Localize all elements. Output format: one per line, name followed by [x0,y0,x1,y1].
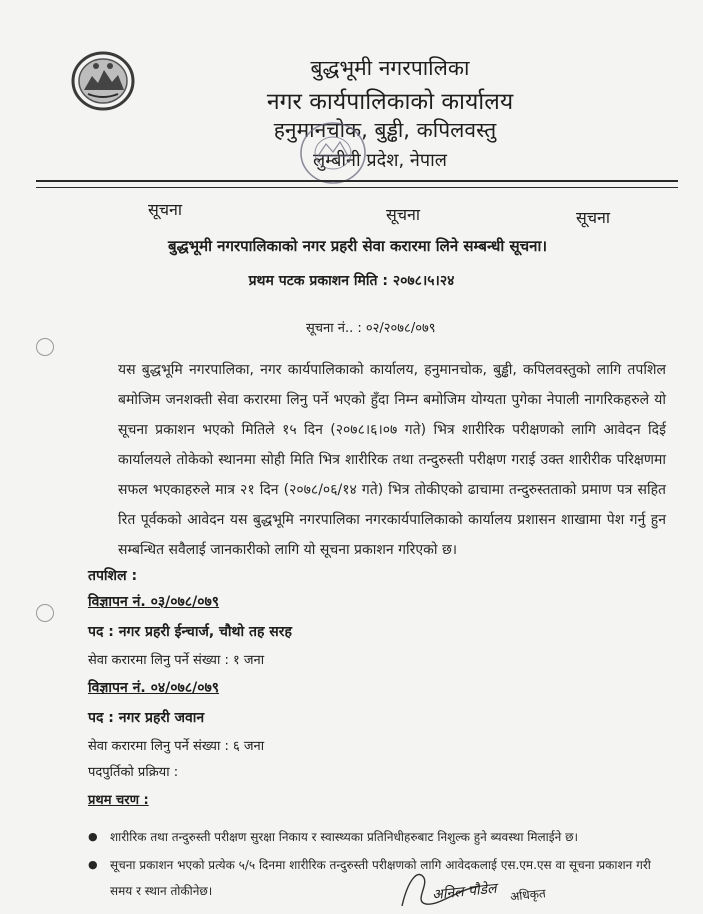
bullet-item: ● शारीरिक तथा तन्दुरुस्ती परीक्षण सुरक्षा निकाय र स्वास्थ्यका प्रतिनिधीहरुबाट निशुल्क हुने ब्यवस्था मिलाईने छ। [88,824,668,850]
notice-label-right: सूचना [576,208,611,227]
binder-hole-bottom [36,604,54,622]
ad2-number: विज्ञापन नं. ०४/०७८/०७९ [88,680,220,696]
notice-label-left: सूचना [148,200,183,219]
bullet-item: ● सूचना प्रकाशन भएको प्रत्येक ५/५ दिनमा शारीरिक तन्दुरुस्ती परीक्षणको लागि आवेदकलाई एस.एम.एस वा सूचना प्रकाशन गरी समय र स्थान तोकीनेछ। [88,852,668,904]
ad1-count: सेवा करारमा लिनु पर्ने संख्या : १ जना [88,653,265,668]
header-divider [36,180,678,182]
office-subtitle: नगर कार्यपालिकाको कार्यालय [266,89,514,115]
notice-body: यस बुद्धभूमि नगरपालिका, नगर कार्यपालिकाको कार्यालय, हनुमानचोक, बुड्ढी, कपिलवस्तुको लागि तपशिल बमोजिम जनशक्ती सेवा करारमा लिनु पर्ने भएको हुँदा निम्न बमोजिम योग्यता पुगेका नेपाली नागरिकहरुले यो सूचना प्रकाशन भएको मितिले १५ दिन (२०७८।६।०७ गते) भित्र शारीरिक परीक्षणको लागि आवेदन दिई कार्यालयले तोकेको स्थानमा सोही मिति भित्र शारीरिक तथा तन्दुरुस्ती परीक्षण गराई उक्त शारीरीक परिक्षणमा सफल भएकाहरुले मात्र २१ दिन (२०७८/०६/१४ गते) भित्र तोकीएको ढाचामा तन्दुरुस्तताको प्रमाण पत्र सहित रित पूर्वकको आवेदन यस बुद्धभूमि नगरपालिका नगरकार्यपालिकाको कार्यालय प्रशासन शाखामा पेश गर्नु हुन सम्बन्धित सवैलाई जानकारीको लागि यो सूचना प्रकाशन गरिएको छ। [118,362,666,558]
office-address: हनुमानचोक, बुड्ढी, कपिलवस्तु [273,118,497,142]
header-divider-thin [36,187,678,188]
signatory-name: अनिल पौडेल [431,880,498,904]
publish-date: प्रथम पटक प्रकाशन मिति : २०७८।५।२४ [248,273,455,289]
ad1-post: पद : नगर प्रहरी ईन्चार्ज, चौथो तह सरह [88,624,292,640]
municipality-logo [70,50,136,112]
office-stamp [298,120,368,186]
details-heading: तपशिल : [88,568,138,584]
notice-title: बुद्धभूमी नगरपालिकाको नगर प्रहरी सेवा करारमा लिने सम्बन्धी सूचना। [168,237,548,255]
notice-number: सूचना नं.. : ०२/२०७८/०७९ [306,321,436,336]
ad2-count: सेवा करारमा लिनु पर्ने संख्या : ६ जना [88,739,265,754]
ad2-post: पद : नगर प्रहरी जवान [88,710,205,726]
office-name: बुद्धभूमी नगरपालिका [310,56,470,80]
stage-heading: प्रथम चरण : [88,793,149,808]
ad1-number: विज्ञापन नं. ०३/०७८/०७९ [88,594,220,610]
notice-label-center: सूचना [386,205,421,224]
binder-hole-top [36,338,54,356]
process-heading: पदपुर्तिको प्रक्रिया : [88,765,179,780]
process-bullets [88,824,668,906]
office-province: लुम्बीनी प्रदेश, नेपाल [313,150,447,171]
signatory-title: अधिकृत [509,886,547,904]
